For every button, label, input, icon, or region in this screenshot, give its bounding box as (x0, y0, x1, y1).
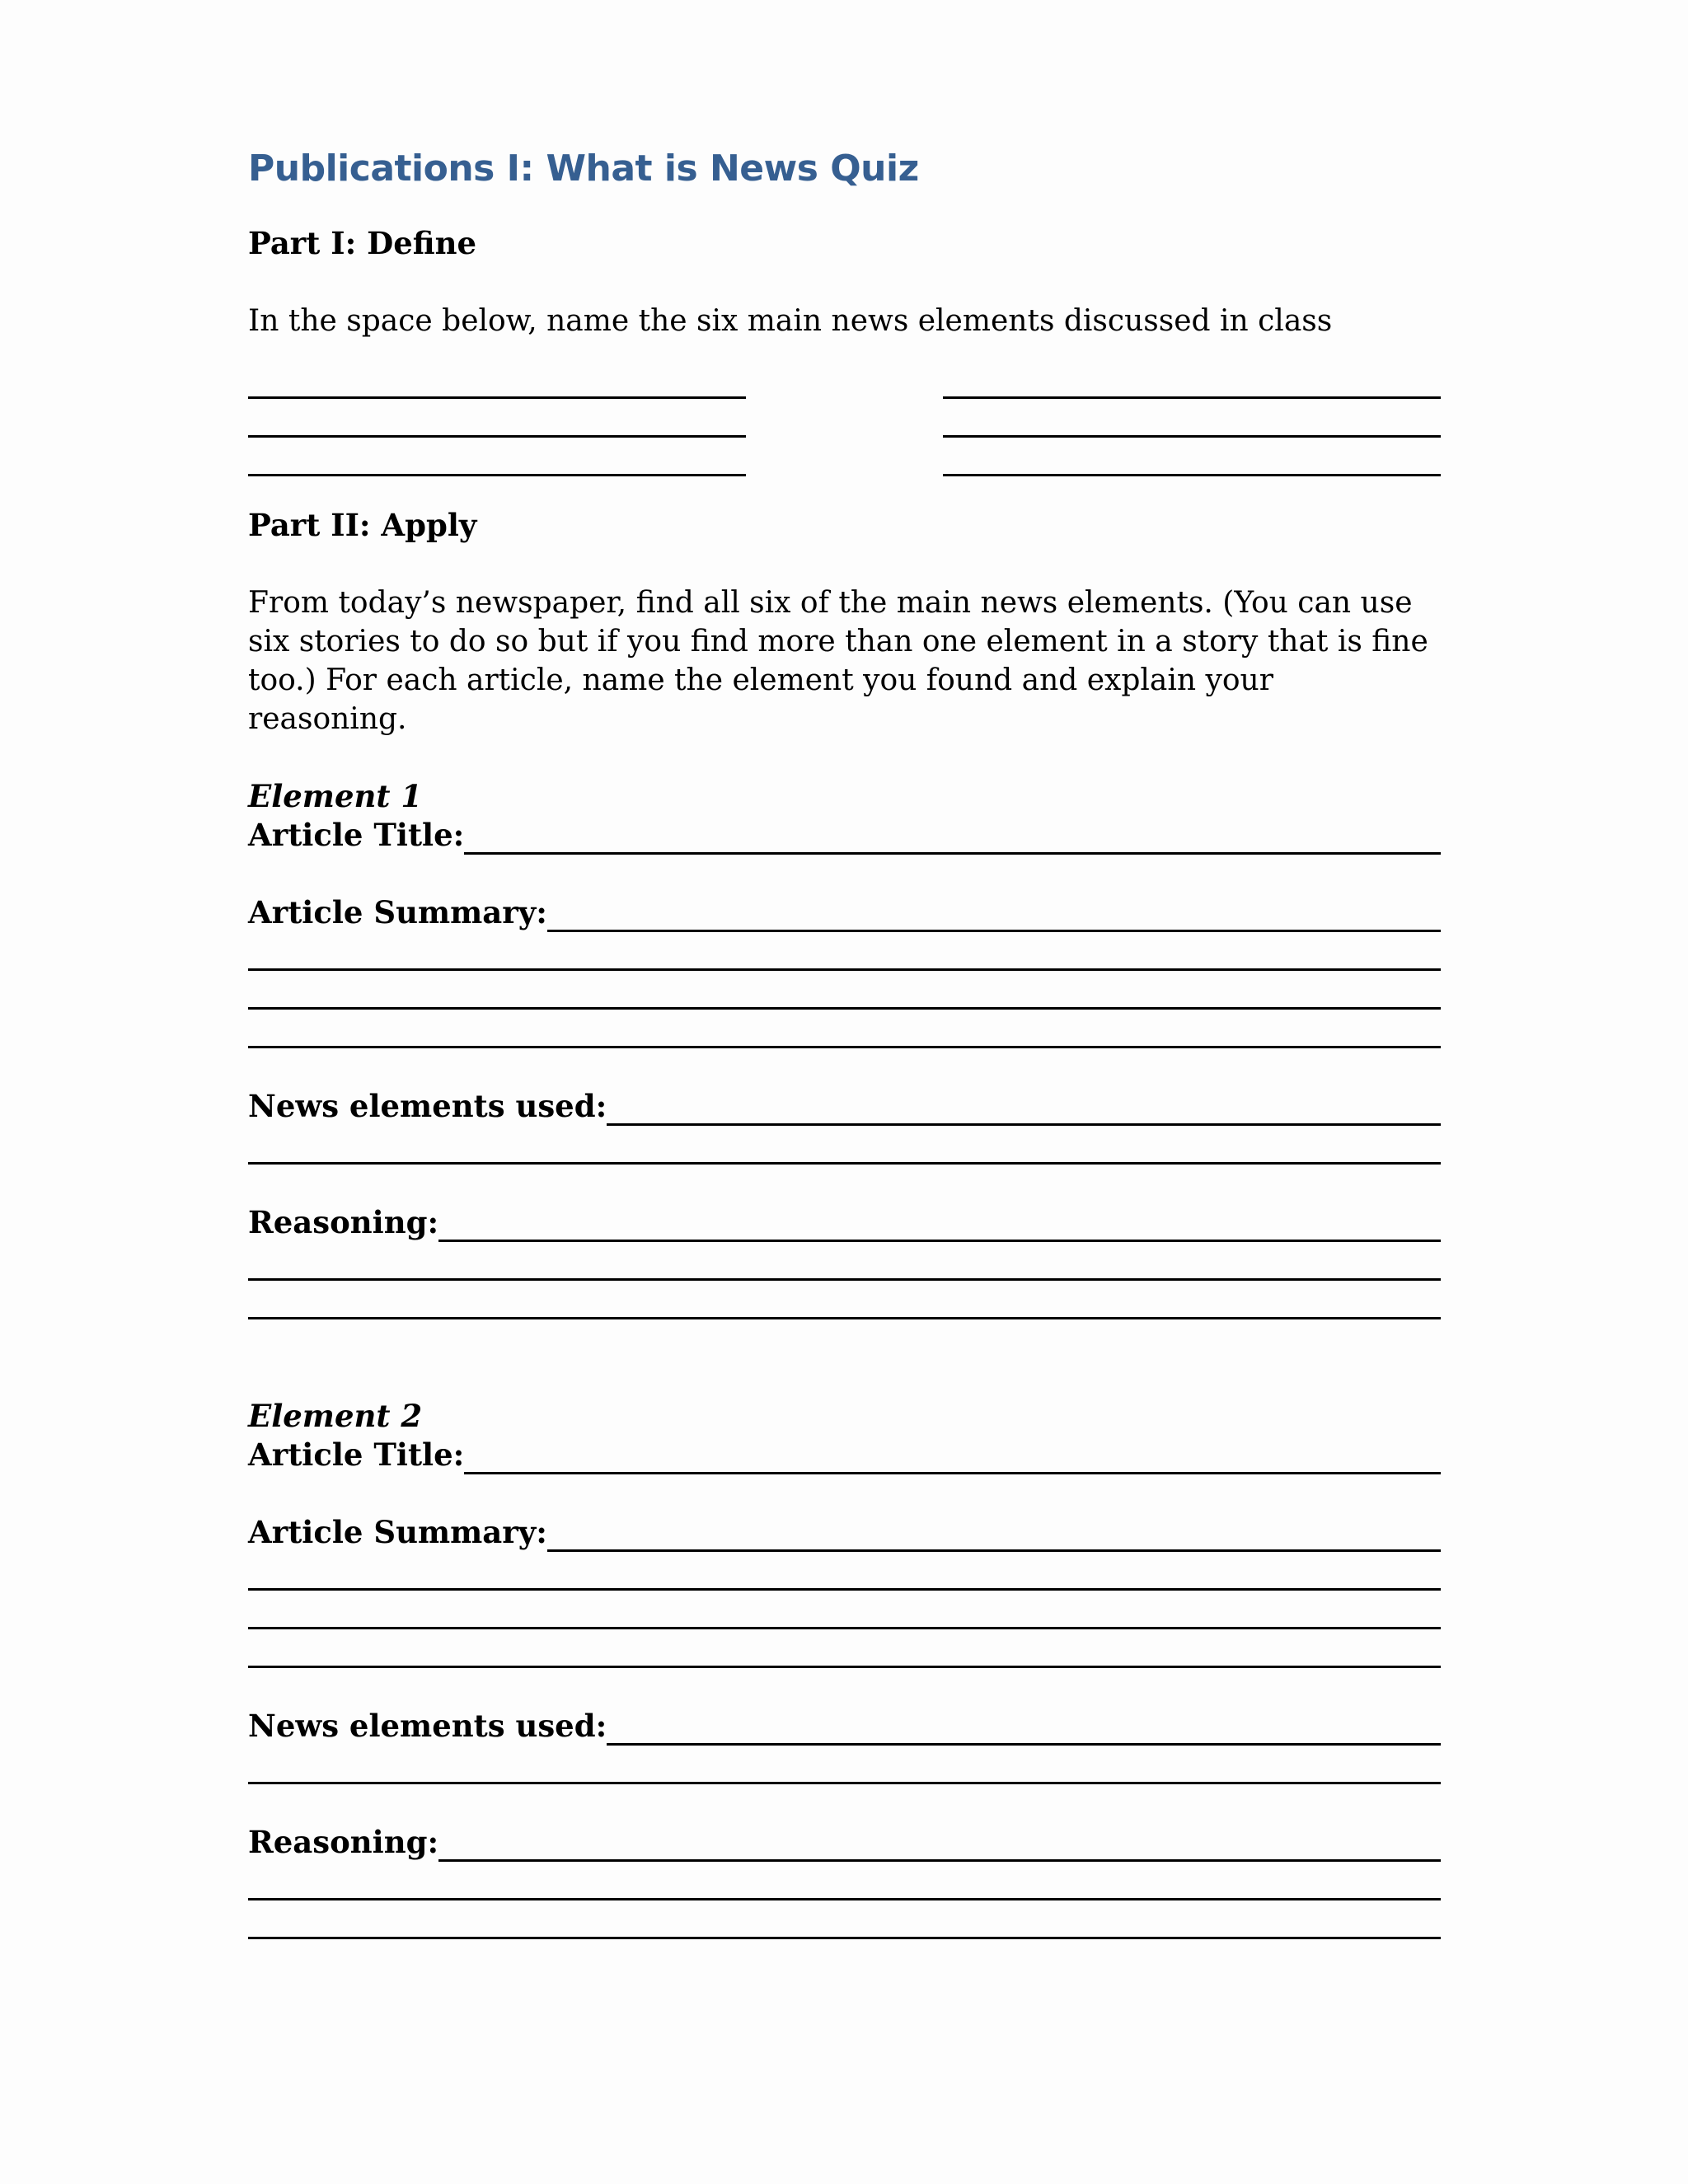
article-title-label: Article Title: (248, 1436, 465, 1473)
answer-blank-6[interactable] (943, 438, 1441, 476)
reasoning-blank[interactable] (248, 1242, 1441, 1281)
reasoning-blank[interactable] (438, 1203, 1441, 1242)
part-1-instruction: In the space below, name the six main news elements discussed in class (248, 304, 1333, 338)
news-elements-blank[interactable] (248, 1126, 1441, 1165)
article-summary-blank[interactable] (248, 1552, 1441, 1591)
news-elements-blank[interactable] (248, 1746, 1441, 1784)
element-2-section (248, 1397, 1441, 1939)
reasoning-blank[interactable] (438, 1823, 1441, 1862)
reasoning-blank[interactable] (248, 1862, 1441, 1900)
answer-blank-4[interactable] (943, 399, 1441, 438)
article-title-blank[interactable] (464, 1436, 1441, 1474)
news-elements-field (248, 1087, 1441, 1126)
part-1-heading: Part I: Define (248, 225, 477, 261)
answer-blank-5[interactable] (248, 438, 746, 476)
answer-blank-3[interactable] (248, 399, 746, 438)
article-summary-blank[interactable] (248, 932, 1441, 971)
answer-blank-2[interactable] (943, 360, 1441, 399)
news-elements-blank[interactable] (607, 1707, 1441, 1746)
element-label: Element 2 (248, 1398, 423, 1434)
element-1-section (248, 777, 1441, 1319)
page-title: Publications I: What is News Quiz (248, 148, 919, 190)
news-elements-blanks (248, 360, 1441, 476)
answer-blank-1[interactable] (248, 360, 746, 399)
reasoning-blank[interactable] (248, 1281, 1441, 1319)
news-elements-label: News elements used: (248, 1708, 607, 1744)
article-summary-field (248, 1513, 1441, 1552)
article-title-field (248, 816, 1441, 855)
element-label: Element 1 (248, 778, 423, 814)
part-2-heading: Part II: Apply (248, 507, 477, 543)
worksheet-content (248, 140, 1441, 1939)
news-elements-field (248, 1707, 1441, 1746)
article-title-blank[interactable] (464, 816, 1441, 855)
part-2-instruction: From today’s newspaper, find all six of the main news elements. (You can use six stories to do so but if you find more than one element in a story that is fine too.) For each article, name the element you found and explain your reasoning. (248, 586, 1428, 736)
reasoning-label: Reasoning: (248, 1824, 439, 1860)
article-summary-blank[interactable] (248, 1591, 1441, 1629)
article-summary-blank[interactable] (248, 1010, 1441, 1048)
article-summary-blank[interactable] (547, 1513, 1441, 1552)
article-title-field (248, 1436, 1441, 1474)
reasoning-blank[interactable] (248, 1900, 1441, 1939)
article-summary-field (248, 893, 1441, 932)
article-title-label: Article Title: (248, 817, 465, 853)
article-summary-label: Article Summary: (248, 894, 547, 930)
reasoning-field (248, 1203, 1441, 1242)
reasoning-field (248, 1823, 1441, 1862)
article-summary-blank[interactable] (547, 893, 1441, 932)
article-summary-blank[interactable] (248, 1629, 1441, 1668)
news-elements-label: News elements used: (248, 1088, 607, 1124)
article-summary-blank[interactable] (248, 971, 1441, 1010)
reasoning-label: Reasoning: (248, 1204, 439, 1240)
article-summary-label: Article Summary: (248, 1514, 547, 1550)
news-elements-blank[interactable] (607, 1087, 1441, 1126)
